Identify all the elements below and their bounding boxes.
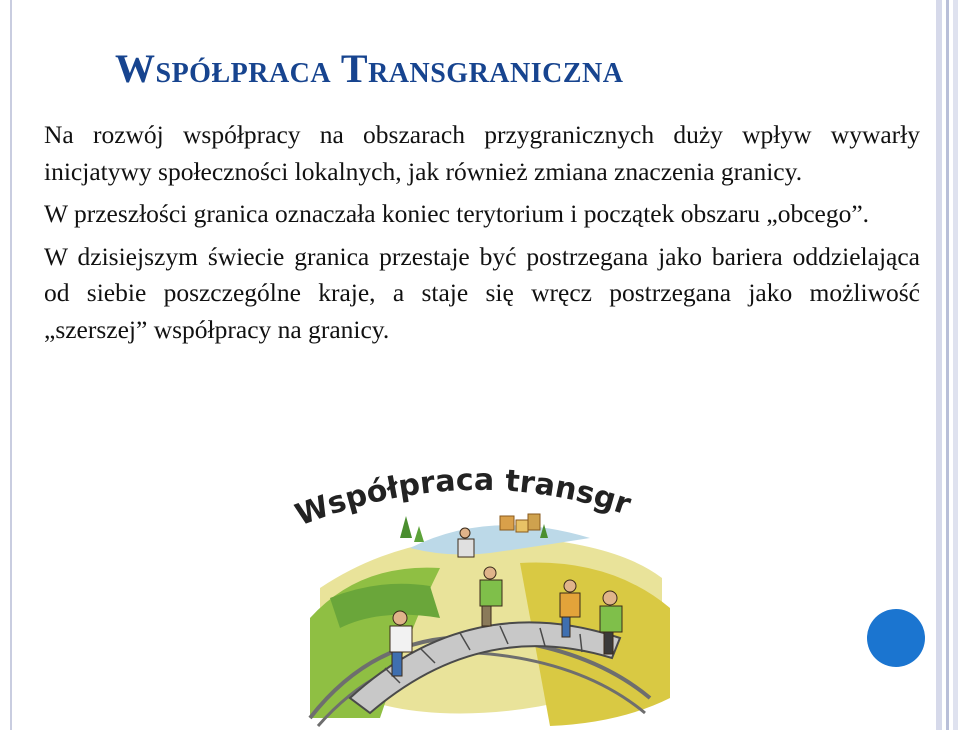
slide-right-border — [932, 0, 960, 730]
accent-dot — [867, 609, 925, 667]
slide-title: Współpraca Transgraniczna — [115, 46, 624, 91]
people-building-bridge-illustration — [290, 468, 690, 730]
illustration-caption: Współpraca transgr — [290, 468, 635, 534]
slide-body — [44, 117, 920, 354]
slide-left-border — [10, 0, 12, 730]
paragraph-2: W przeszłości granica oznaczała koniec terytorium i początek obszaru „obcego”. — [44, 199, 870, 228]
paragraph-3: W dzisiejszym świecie granica przestaje być postrzegana jako bariera oddzielająca od siebie poszczególne kraje, a staje się wręcz postrzegana jako możliwość „szerszej” współpracy na granicy. — [44, 241, 920, 344]
paragraph-1: Na rozwój współpracy na obszarach przygranicznych duży wpływ wywarły inicjatywy społeczności lokalnych, jak również zmiana znaczenia granicy. — [44, 120, 920, 186]
svg-text:Współpraca transgraniczna — [290, 468, 635, 533]
